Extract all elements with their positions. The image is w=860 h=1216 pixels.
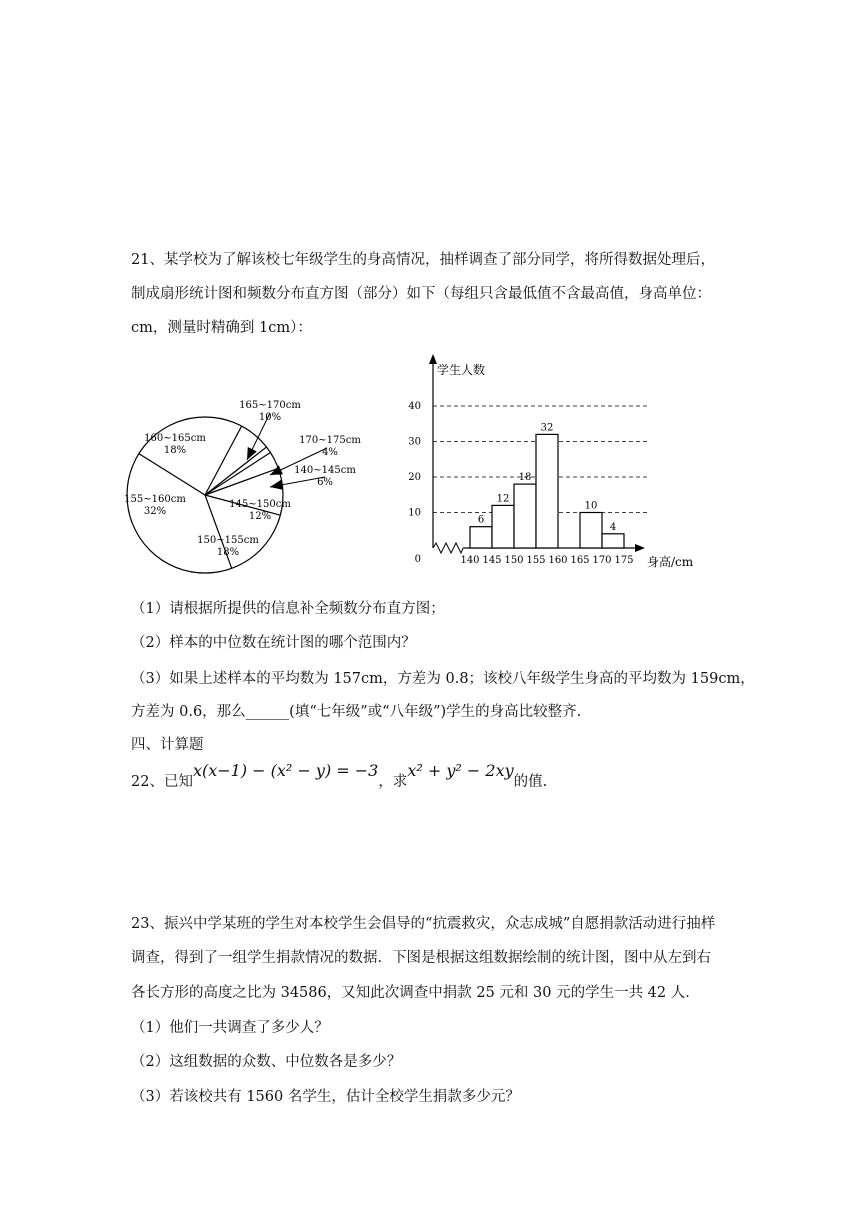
x-tick-label: 170 xyxy=(592,555,612,566)
q21-line3: cm，测量时精确到 1cm）： xyxy=(131,320,312,336)
y-axis-arrow xyxy=(429,354,437,364)
pie-slice-divider xyxy=(205,453,270,495)
pie-slice-divider xyxy=(205,468,278,495)
bar-value-label: 4 xyxy=(609,521,617,533)
x-tick-label: 175 xyxy=(614,555,634,566)
q22-expression-1: x(x−1) − (x² − y) = −3 xyxy=(192,761,379,780)
pie-slice-divider xyxy=(205,447,266,495)
pie-slice-label: 150~155cm 18% xyxy=(197,535,259,558)
axis-break xyxy=(433,543,463,553)
q22-expression-2: x² + y² − 2xy xyxy=(407,761,514,780)
q23-sub3: （3）若该校共有 1560 名学生，估计全校学生捐款多少元？ xyxy=(131,1089,520,1105)
bar-value-label: 12 xyxy=(496,493,510,505)
histogram-bar xyxy=(492,505,514,548)
section-title: 四、计算题 xyxy=(131,737,204,753)
q21-sub1: （1）请根据所提供的信息补全频数分布直方图； xyxy=(131,601,445,617)
bar-value-label: 32 xyxy=(540,422,554,434)
histogram-bar xyxy=(536,434,558,548)
q23-line1: 23、振兴中学某班的学生对本校学生会倡导的“抗震救灾，众志成城”自愿捐款活动进行抽样 xyxy=(131,916,716,932)
q21-line1: 21、某学校为了解该校七年级学生的身高情况，抽样调查了部分同学，将所得数据处理后， xyxy=(131,252,715,268)
y-tick-label: 0 xyxy=(414,554,421,565)
bar-value-label: 10 xyxy=(584,500,598,512)
q22-mid: ，求 xyxy=(378,774,408,790)
x-tick-label: 155 xyxy=(526,555,546,566)
y-tick-label: 40 xyxy=(408,401,421,412)
q22 xyxy=(131,761,548,791)
bar-value-label: 6 xyxy=(477,514,485,526)
q23-sub2: （2）这组数据的众数、中位数各是多少？ xyxy=(131,1054,402,1070)
q23-sub1: （1）他们一共调查了多少人？ xyxy=(131,1020,329,1036)
pie-slice-label: 145~150cm 12% xyxy=(229,499,291,522)
q21-sub3a: （3）如果上述样本的平均数为 157cm，方差为 0.8；该校八年级学生身高的平均数为 159cm， xyxy=(131,671,755,687)
q21-line2: 制成扇形统计图和频数分布直方图（部分）如下（每组只含最低值不含最高值，身高单位： xyxy=(131,286,711,302)
x-tick-label: 165 xyxy=(570,555,590,566)
y-tick-label: 20 xyxy=(408,472,421,483)
bar-value-label: 18 xyxy=(518,472,532,484)
arrow-head xyxy=(270,480,283,490)
q23-line3: 各长方形的高度之比为 34586，又知此次调查中捐款 25 元和 30 元的学生一共 42 人． xyxy=(131,985,700,1001)
pie-slice-divider xyxy=(139,454,205,495)
pie-slice-label: 165~170cm 10% xyxy=(239,400,301,423)
y-tick-label: 30 xyxy=(408,436,421,448)
histogram-bar xyxy=(470,527,492,548)
y-axis-label: 学生人数 xyxy=(437,363,486,377)
x-tick-label: 160 xyxy=(548,555,568,566)
pie-slice-label: 155~160cm 32% xyxy=(124,494,186,517)
histogram-bar xyxy=(580,513,602,549)
q22-prefix: 22、已知 xyxy=(131,774,193,790)
x-tick-label: 140 xyxy=(460,555,480,566)
pie-slice-label: 170~175cm 4% xyxy=(299,435,361,458)
q22-suffix: 的值. xyxy=(513,774,548,790)
pie-slice-label: 140~145cm 6% xyxy=(294,465,356,488)
pie-slice-divider xyxy=(205,426,242,495)
x-tick-label: 145 xyxy=(482,555,502,566)
q21-sub3b: 方差为 0.6，那么______(填“七年级”或“八年级”)学生的身高比较整齐. xyxy=(131,704,582,720)
pie-slice-label: 160~165cm 18% xyxy=(144,433,206,456)
histogram-bar xyxy=(602,534,624,548)
x-tick-label: 150 xyxy=(504,555,524,566)
y-tick-label: 10 xyxy=(408,507,421,519)
histogram-bar xyxy=(514,484,536,548)
pie-chart xyxy=(120,380,380,590)
q21-sub2: （2）样本的中位数在统计图的哪个范围内？ xyxy=(131,635,416,651)
x-axis-label: 身高/cm xyxy=(647,555,694,569)
x-axis-arrow xyxy=(635,544,645,552)
q23-line2: 调查，得到了一组学生捐款情况的数据．下图是根据这组数据绘制的统计图，图中从左到右 xyxy=(131,950,711,966)
histogram-chart xyxy=(395,352,715,582)
